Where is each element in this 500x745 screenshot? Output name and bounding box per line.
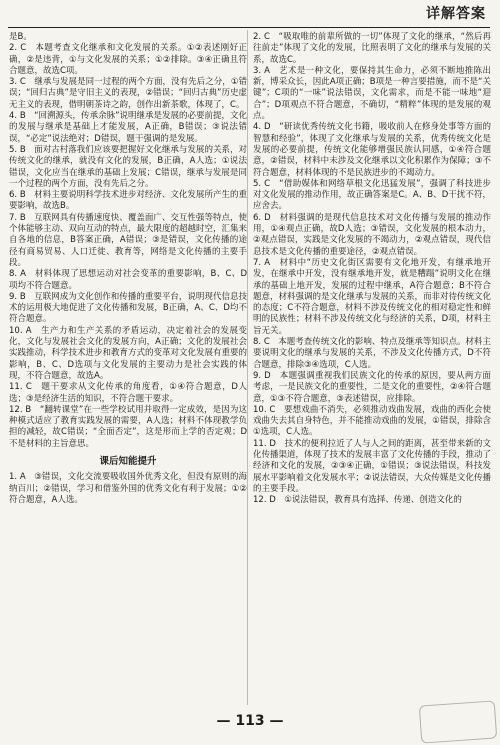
answer-entry: 12. D ①说法错误，教育具有选择、传递、创造文化的 bbox=[253, 495, 462, 506]
watermark-logo bbox=[419, 700, 497, 743]
answer-entry: 12. B “翻转课堂”在一些学校试用并取得一定成效，是因为这种模式适应了教育实践发展的需要，A人选；材料不体现教学负担的减轻，故C错误；“全面否定”，这是形而上学的否定观；D不是材料的主旨意思。 bbox=[9, 404, 247, 449]
answer-list-top bbox=[9, 32, 247, 450]
answer-entry: 7. B 互联网具有传播速度快、覆盖面广、交互性强等特点，使个体能够主动、双向互动的特点，最大限度的超越时空，汇集来自各地的信息，B答案正确，A错误；③是错误，文化传播的途径有商易贸易、人口迁徙、教育等，网络是文化传播的主要手段。 bbox=[9, 212, 248, 268]
answer-entry: 1. A ③错误，文化交流要吸收国外优秀文化，但没有原则的海纳百川；②错误，学习和借鉴外国的优秀文化有利于发展；①②符合题意，A人选。 bbox=[9, 472, 247, 505]
answer-entry: 4. B “回溯源头，传承余脉”说明继承是发展的必要前提，文化的发展与继承是基础上才能发展，A正确，B错误；③说法错误，“必定”说法绝对；D错误，题干强调的是发展。 bbox=[9, 111, 247, 144]
page-number: — 113 — bbox=[216, 713, 284, 729]
answer-entry: 11. C 题干要求从文化传承的角度看，①④符合题意，D人选；③是经济生活的知识，不符合题干要求。 bbox=[9, 382, 247, 404]
answer-entry: 6. D 材料强调的是现代信息技术对文化传播与发展的推动作用，①④观点正确，故D人选；③错误，文化发展的根本动力，②观点错误，实践是文化发展的不竭动力，②观点错误，现代信息技术是文化传播的重要途径，②观点错误。 bbox=[253, 212, 491, 257]
answer-entry: 6. B 材料主要说明科学技术进步对经济、文化发展所产生的重要影响，故选B。 bbox=[9, 190, 247, 212]
section-heading: 课后知能提升 bbox=[99, 455, 157, 467]
left-column bbox=[9, 32, 247, 506]
right-column bbox=[253, 32, 491, 506]
header-rule bbox=[8, 27, 490, 28]
answer-entry: 9. B 互联网成为文化创作和传播的重要平台，说明现代信息技术的运用极大地促进了文化传播和发展，B正确，A、C、D均不符合题意。 bbox=[9, 291, 247, 325]
answer-entry: 10. A 生产力和生产关系的矛盾运动，决定着社会的发展变化，文化与发展社会文化的发展方向，A正确；文化的发展社会实践推动，科学技术进步和教育方式的变革对文化发展有重要的影响，B、C、D选项与文化发展的主要动力是社会实践的体现，不符合题意，故选A。 bbox=[9, 325, 248, 381]
column-divider bbox=[247, 30, 248, 705]
answer-entry: 10. C 要想戏曲不消失，必须推动戏曲发展，戏曲的西化会使戏曲失去其自身特色，并不能推动戏曲的发展，①错误，排除含①选项，C人选。 bbox=[253, 404, 491, 438]
answer-entry: 8. C 本题考查传统文化的影响、特点及继承等知识点。材料主要说明文化的继承与发展的关系，不涉及文化传播方式，D不符合题意，排除③④选项，C人选。 bbox=[253, 337, 491, 370]
answer-entry: 4. D “研读优秀传统文化书籍，吸收前人在修身处事等方面的智慧和经验”，体现了文化继承与发展的关系，优秀传统文化是发展的必要前提，传统文化能够增强民族认同感，①④符合题意，②错误，材料中未涉及文化继承以文化积累作为保障；③不符合题意，材料体现的不是民族进步的不竭动力。 bbox=[253, 122, 491, 178]
answer-entry: 11. D 技术的便利拉近了人与人之间的距离，甚至带来新的文化传播渠道，体现了技术的发展丰富了文化传播的手段，推动了经济和文化的发展，②③④正确，①错误；③说法错误，科技发展水平影响着文化发展水平；②说法错误，大众传媒是文化传播的主要手段。 bbox=[253, 438, 492, 494]
answer-entry: 2. C “吸取唯的前辈所做的一切”体现了文化的继承，“然后再往前走”体现了文化的发展，比照表明了文化的继承与发展的关系，故选C。 bbox=[253, 32, 491, 65]
header-title: 详解答案 bbox=[426, 6, 486, 22]
answer-entry: 2. C 本题考查文化继承和文化发展的关系。①②表述刚好正确，②是违背，①与文化发展的关系；①②排除。③④正确且符合题意，故选C项。 bbox=[9, 43, 247, 76]
answer-entry: 是B。 bbox=[9, 32, 32, 42]
answer-entry: 9. D 本题强调重视我们民族文化的传承的原因，要从两方面考虑，一是民族文化的重要性，二是文化的重要性，②④符合题意，①③不符合题意，③表述错误，应排除。 bbox=[253, 370, 491, 404]
answer-entry: 3. C 继承与发展是同一过程的两个方面，没有先后之分，①错误；“回归古典”是守旧主义的表现，②错误；“回归古典”历史虚无主义的表现，借明朝茶诗之韵，创作出新茶歌，体现了，C。 bbox=[9, 77, 247, 110]
answer-entry: 5. B 面对古村落我们应该要把握好文化继承与发展的关系，对传统文化的继承，就没有文化的发展，B正确，A人选；①说法错误，文化应当在继承的基础上发展；C错误，继承与发展是同一个过程的两个方面，没有先后之分。 bbox=[9, 144, 247, 189]
answer-entry: 8. A 材料体现了思想运动对社会变革的重要影响，B、C、D项均不符合题意。 bbox=[9, 269, 247, 291]
answer-entry: 7. A 材料中“历史文化街区需要有文化地开发，有继承地开发，在继承中开发，没有继承地开发，就是糟蹋”说明文化在继承的基础上地开发，发展的过程中继承，A符合题意；B不符合题意，材料强调的是文化继承与发展的关系，而非对待传统文化的态度；C不符合题意，材料不涉及传统文化的相对稳定性和鲜明的民族性；材料不涉及传统文化与经济的关系，D项，材料主旨无关。 bbox=[253, 257, 492, 336]
answer-list-bottom bbox=[9, 472, 247, 506]
answer-entry: 3. A 艺术是一种文化，要保持其生命力，必须不断地推陈出新，博采众长，因此A项正确；B项是一种言要措施，而不是“关键”；C项的“一味”说法错误，文化需求，而是不能一味地“迎合”；D项观点不符合题意，不确切，“精粹”体现的是发展的观点。 bbox=[253, 65, 491, 122]
answer-entry: 5. C “借助媒体和网络草根文化迅猛发展”，强调了科技进步对文化发展的推动作用，故正确答案是C。A、B、D干扰不符，应舍去。 bbox=[253, 178, 491, 212]
